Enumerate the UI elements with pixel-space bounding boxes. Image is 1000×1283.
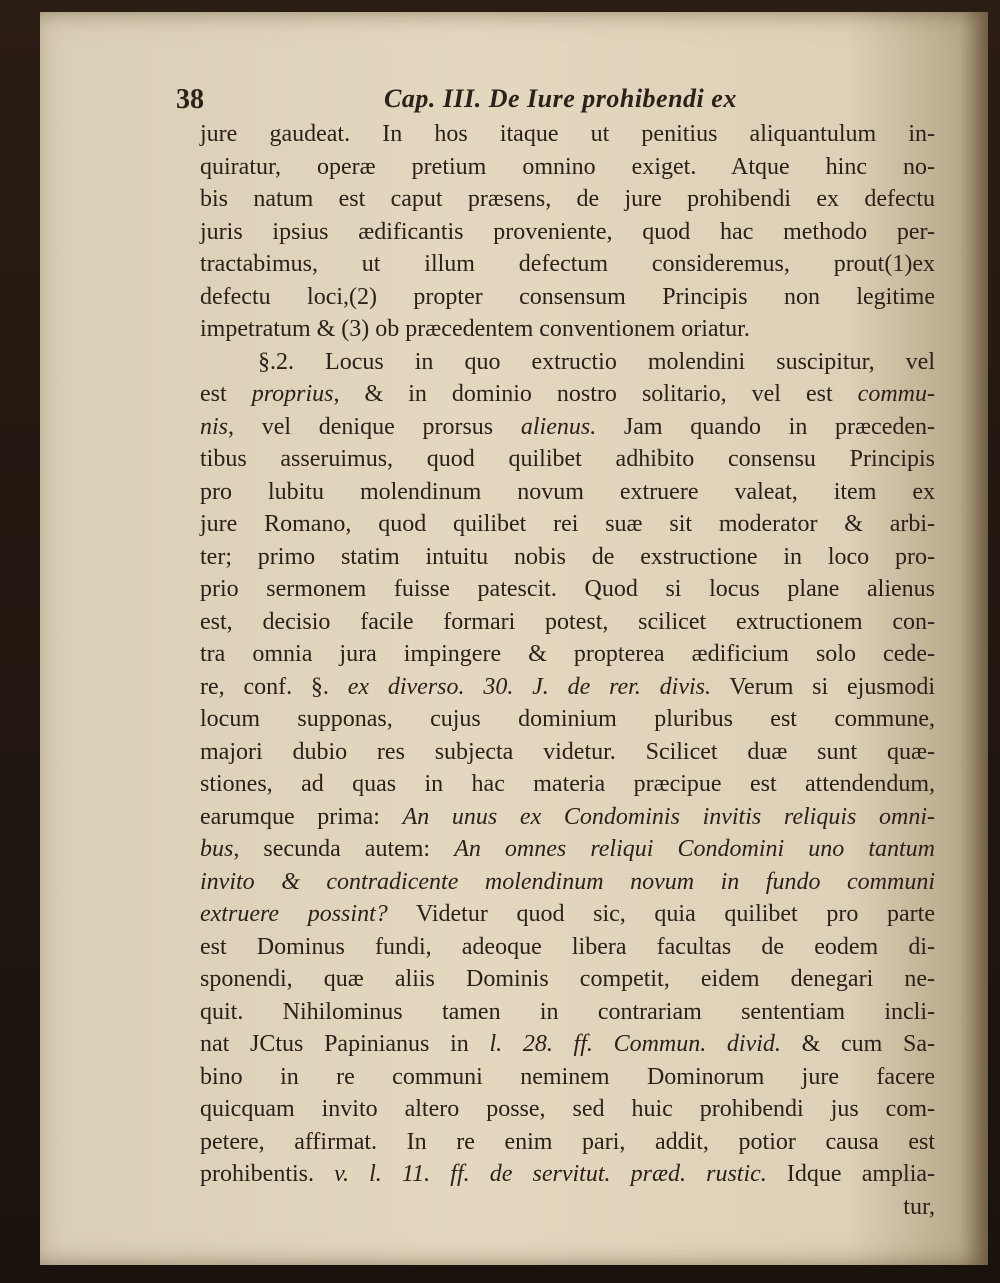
text-segment: §.2. Locus in quo extructio molendini suscipitur, vel bbox=[258, 348, 935, 375]
text-line bbox=[200, 378, 935, 411]
text-segment: tractabimus, ut illum defectum consideremus, prout(1)ex bbox=[200, 251, 935, 277]
text-line bbox=[200, 768, 935, 801]
italic-segment: proprius bbox=[251, 381, 334, 407]
text-segment: locum supponas, cujus dominium pluribus est commune, bbox=[200, 706, 935, 732]
italic-segment: nis bbox=[200, 413, 229, 440]
text-line bbox=[200, 573, 935, 606]
text-line bbox=[200, 898, 935, 931]
text-line bbox=[200, 606, 935, 639]
italic-segment: invito & contradicente molendinum novum in fundo communi bbox=[200, 868, 935, 895]
text-line bbox=[200, 671, 935, 704]
text-segment: Jam quando in præceden- bbox=[596, 413, 935, 440]
text-line bbox=[200, 411, 935, 444]
italic-segment: bus bbox=[200, 836, 234, 862]
text-line bbox=[200, 151, 935, 184]
text-segment: ter; primo statim intuitu nobis de exstructione in loco pro- bbox=[200, 543, 935, 570]
text-line bbox=[200, 1126, 935, 1159]
running-head: Cap. III. De Iure prohibendi ex bbox=[384, 84, 737, 113]
text-segment: Verum si ejusmodi bbox=[711, 673, 935, 700]
text-line bbox=[200, 476, 935, 509]
text-line bbox=[200, 1061, 935, 1094]
text-line bbox=[200, 1158, 935, 1191]
text-line bbox=[200, 1093, 935, 1126]
text-segment: , secunda autem: bbox=[233, 836, 455, 862]
text-line bbox=[200, 833, 935, 866]
text-segment: prohibentis. bbox=[200, 1161, 335, 1187]
text-segment: & cum Sa- bbox=[780, 1031, 936, 1057]
italic-segment: commu- bbox=[857, 381, 935, 407]
text-segment: re, conf. §. bbox=[200, 673, 348, 700]
text-segment: tur, bbox=[903, 1193, 935, 1220]
text-segment: jure Romano, quod quilibet rei suæ sit moderator & arbi- bbox=[200, 511, 935, 537]
text-segment: est, decisio facile formari potest, scilicet extructionem con- bbox=[200, 608, 935, 635]
text-segment: bino in re communi neminem Dominorum jure facere bbox=[200, 1063, 935, 1090]
text-segment: jure gaudeat. In hos itaque ut penitius aliquantulum in- bbox=[200, 121, 935, 147]
text-line bbox=[200, 703, 935, 736]
text-line bbox=[200, 346, 935, 379]
text-segment: stiones, ad quas in hac materia præcipue est attendendum, bbox=[200, 771, 935, 797]
text-segment: , vel denique prorsus bbox=[228, 413, 521, 440]
text-segment: defectu loci,(2) propter consensum Principis non legitime bbox=[200, 283, 935, 310]
italic-segment: alienus. bbox=[520, 413, 597, 440]
text-line bbox=[200, 931, 935, 964]
text-line bbox=[200, 866, 935, 899]
text-line bbox=[200, 801, 935, 834]
text-segment: prio sermonem fuisse patescit. Quod si locus plane alienus bbox=[200, 576, 935, 602]
text-line bbox=[200, 248, 935, 281]
text-segment: tibus asseruimus, quod quilibet adhibito consensu Principis bbox=[200, 446, 935, 472]
italic-segment: An omnes reliqui Condomini uno tantum bbox=[454, 836, 936, 862]
text-line bbox=[200, 281, 935, 314]
text-line bbox=[200, 118, 935, 151]
text-segment: , & in dominio nostro solitario, vel est bbox=[333, 381, 858, 407]
text-segment: nat JCtus Papinianus in bbox=[200, 1031, 490, 1057]
text-segment: bis natum est caput præsens, de jure prohibendi ex defectu bbox=[200, 186, 935, 212]
text-line bbox=[200, 216, 935, 249]
italic-segment: l. 28. ff. Commun. divid. bbox=[489, 1031, 781, 1057]
text-line bbox=[200, 541, 935, 574]
page-number: 38 bbox=[176, 84, 204, 115]
text-line bbox=[200, 963, 935, 996]
text-line bbox=[200, 1028, 935, 1061]
text-segment: quiratur, operæ pretium omnino exiget. Atque hinc no- bbox=[200, 153, 935, 180]
text-segment: est Dominus fundi, adeoque libera facultas de eodem di- bbox=[200, 933, 935, 960]
text-segment: pro lubitu molendinum novum extruere valeat, item ex bbox=[200, 478, 935, 505]
text-line bbox=[200, 508, 935, 541]
text-line bbox=[200, 183, 935, 216]
text-segment: sponendi, quæ aliis Dominis competit, eidem denegari ne- bbox=[200, 966, 935, 992]
text-segment: majori dubio res subjecta videtur. Scilicet duæ sunt quæ- bbox=[200, 738, 935, 765]
italic-segment: v. l. 11. ff. de servitut. præd. rustic. bbox=[334, 1161, 767, 1187]
text-line bbox=[200, 313, 935, 346]
text-segment: impetratum & (3) ob præcedentem conventionem oriatur. bbox=[200, 316, 750, 342]
text-segment: est bbox=[200, 381, 252, 407]
text-segment: earumque prima: bbox=[200, 803, 403, 830]
text-segment: petere, affirmat. In re enim pari, addit, potior causa est bbox=[200, 1128, 935, 1155]
text-segment: quit. Nihilominus tamen in contrariam sententiam incli- bbox=[200, 998, 935, 1025]
italic-segment: An unus ex Condominis invitis reliquis omni- bbox=[402, 803, 935, 830]
text-line bbox=[200, 996, 935, 1029]
text-segment: Idque amplia- bbox=[766, 1161, 936, 1187]
italic-segment: ex diverso. 30. J. de rer. divis. bbox=[347, 673, 711, 700]
text-line bbox=[200, 638, 935, 671]
text-segment: quicquam invito altero posse, sed huic prohibendi jus com- bbox=[200, 1096, 935, 1122]
text-line bbox=[200, 736, 935, 769]
text-line bbox=[200, 1191, 935, 1224]
text-line bbox=[200, 443, 935, 476]
italic-segment: extruere possint? bbox=[200, 901, 388, 927]
text-segment: juris ipsius ædificantis proveniente, quod hac methodo per- bbox=[200, 218, 935, 245]
body-text bbox=[200, 118, 935, 1223]
text-segment: tra omnia jura impingere & propterea ædificium solo cede- bbox=[200, 641, 935, 667]
text-segment: Videtur quod sic, quia quilibet pro parte bbox=[387, 901, 935, 927]
